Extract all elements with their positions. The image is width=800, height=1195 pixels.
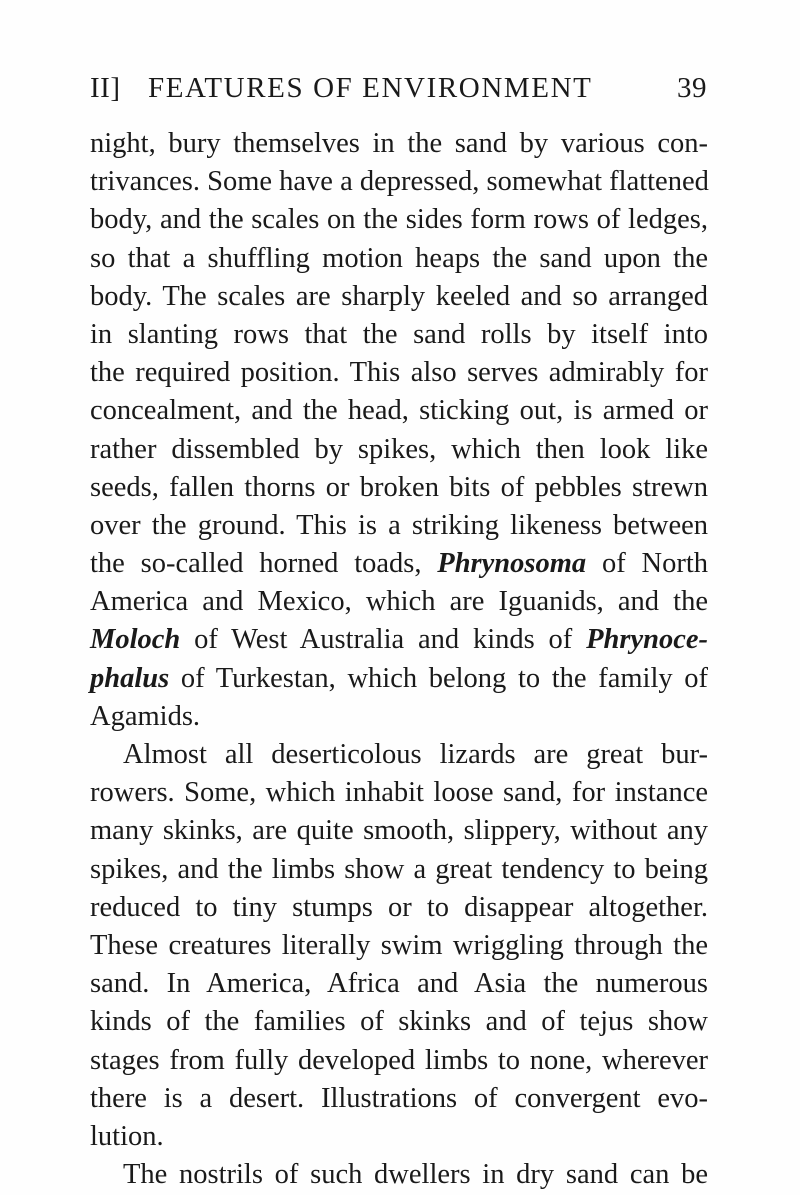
text-line: Almost all deserticolous lizards are great bur-	[123, 739, 708, 770]
text-line: there is a desert. Illustrations of convergent evo-	[90, 1082, 708, 1114]
text-line	[90, 545, 708, 583]
text-segment: the so-called horned toads,	[90, 548, 422, 580]
text-line: America and Mexico, which are Iguanids, and the	[90, 586, 708, 618]
text-segment: of North	[601, 548, 708, 580]
text-line: seeds, fallen thorns or broken bits of pebbles strewn	[90, 471, 708, 503]
genus-name: Phrynoce-	[586, 624, 708, 656]
chapter-number: II]	[90, 72, 121, 104]
text-line: spikes, and the limbs show a great tendency to being	[90, 853, 708, 885]
text-segment: of Turkestan, which belong to the family of	[180, 662, 708, 694]
text-line: the required position. This also serves admirably for	[90, 357, 708, 389]
text-line: rather dissembled by spikes, which then look like	[90, 433, 708, 465]
genus-name: Moloch	[90, 624, 181, 656]
text-line: reduced to tiny stumps or to disappear altogether.	[90, 891, 708, 923]
text-line: kinds of the families of skinks and of tejus show	[90, 1006, 708, 1038]
text-line: in slanting rows that the sand rolls by itself into	[90, 318, 708, 350]
text-line: rowers. Some, which inhabit loose sand, for instance	[90, 777, 708, 809]
text-line: concealment, and the head, sticking out, is armed or	[90, 395, 708, 427]
text-line: many skinks, are quite smooth, slippery, without any	[90, 815, 708, 847]
text-line: Agamids.	[90, 700, 201, 732]
text-line: so that a shuffling motion heaps the sand upon the	[90, 242, 708, 274]
text-segment: of West Australia and kinds of	[194, 624, 573, 656]
text-line: body, and the scales on the sides form rows of ledges,	[90, 204, 708, 236]
text-line: over the ground. This is a striking likeness between	[90, 509, 708, 541]
text-line: stages from fully developed limbs to none, wherever	[90, 1044, 708, 1076]
running-title: FEATURES OF ENVIRONMENT	[148, 72, 593, 104]
text-line: These creatures literally swim wriggling through the	[90, 929, 708, 961]
genus-name: phalus	[90, 662, 170, 694]
text-line: sand. In America, Africa and Asia the numerous	[90, 968, 708, 1000]
page-number: 39	[677, 72, 707, 104]
body-text	[90, 125, 708, 1194]
text-line: body. The scales are sharply keeled and so arranged	[90, 280, 708, 312]
text-line: The nostrils of such dwellers in dry sand can be	[123, 1159, 708, 1191]
text-line: trivances. Some have a depressed, somewhat flattened	[90, 166, 709, 198]
text-line	[90, 621, 708, 659]
genus-name: Phrynosoma	[437, 548, 587, 580]
running-head	[90, 68, 707, 108]
text-line	[90, 660, 708, 698]
text-line: night, bury themselves in the sand by various con-	[90, 128, 708, 159]
text-line: lution.	[90, 1120, 164, 1152]
